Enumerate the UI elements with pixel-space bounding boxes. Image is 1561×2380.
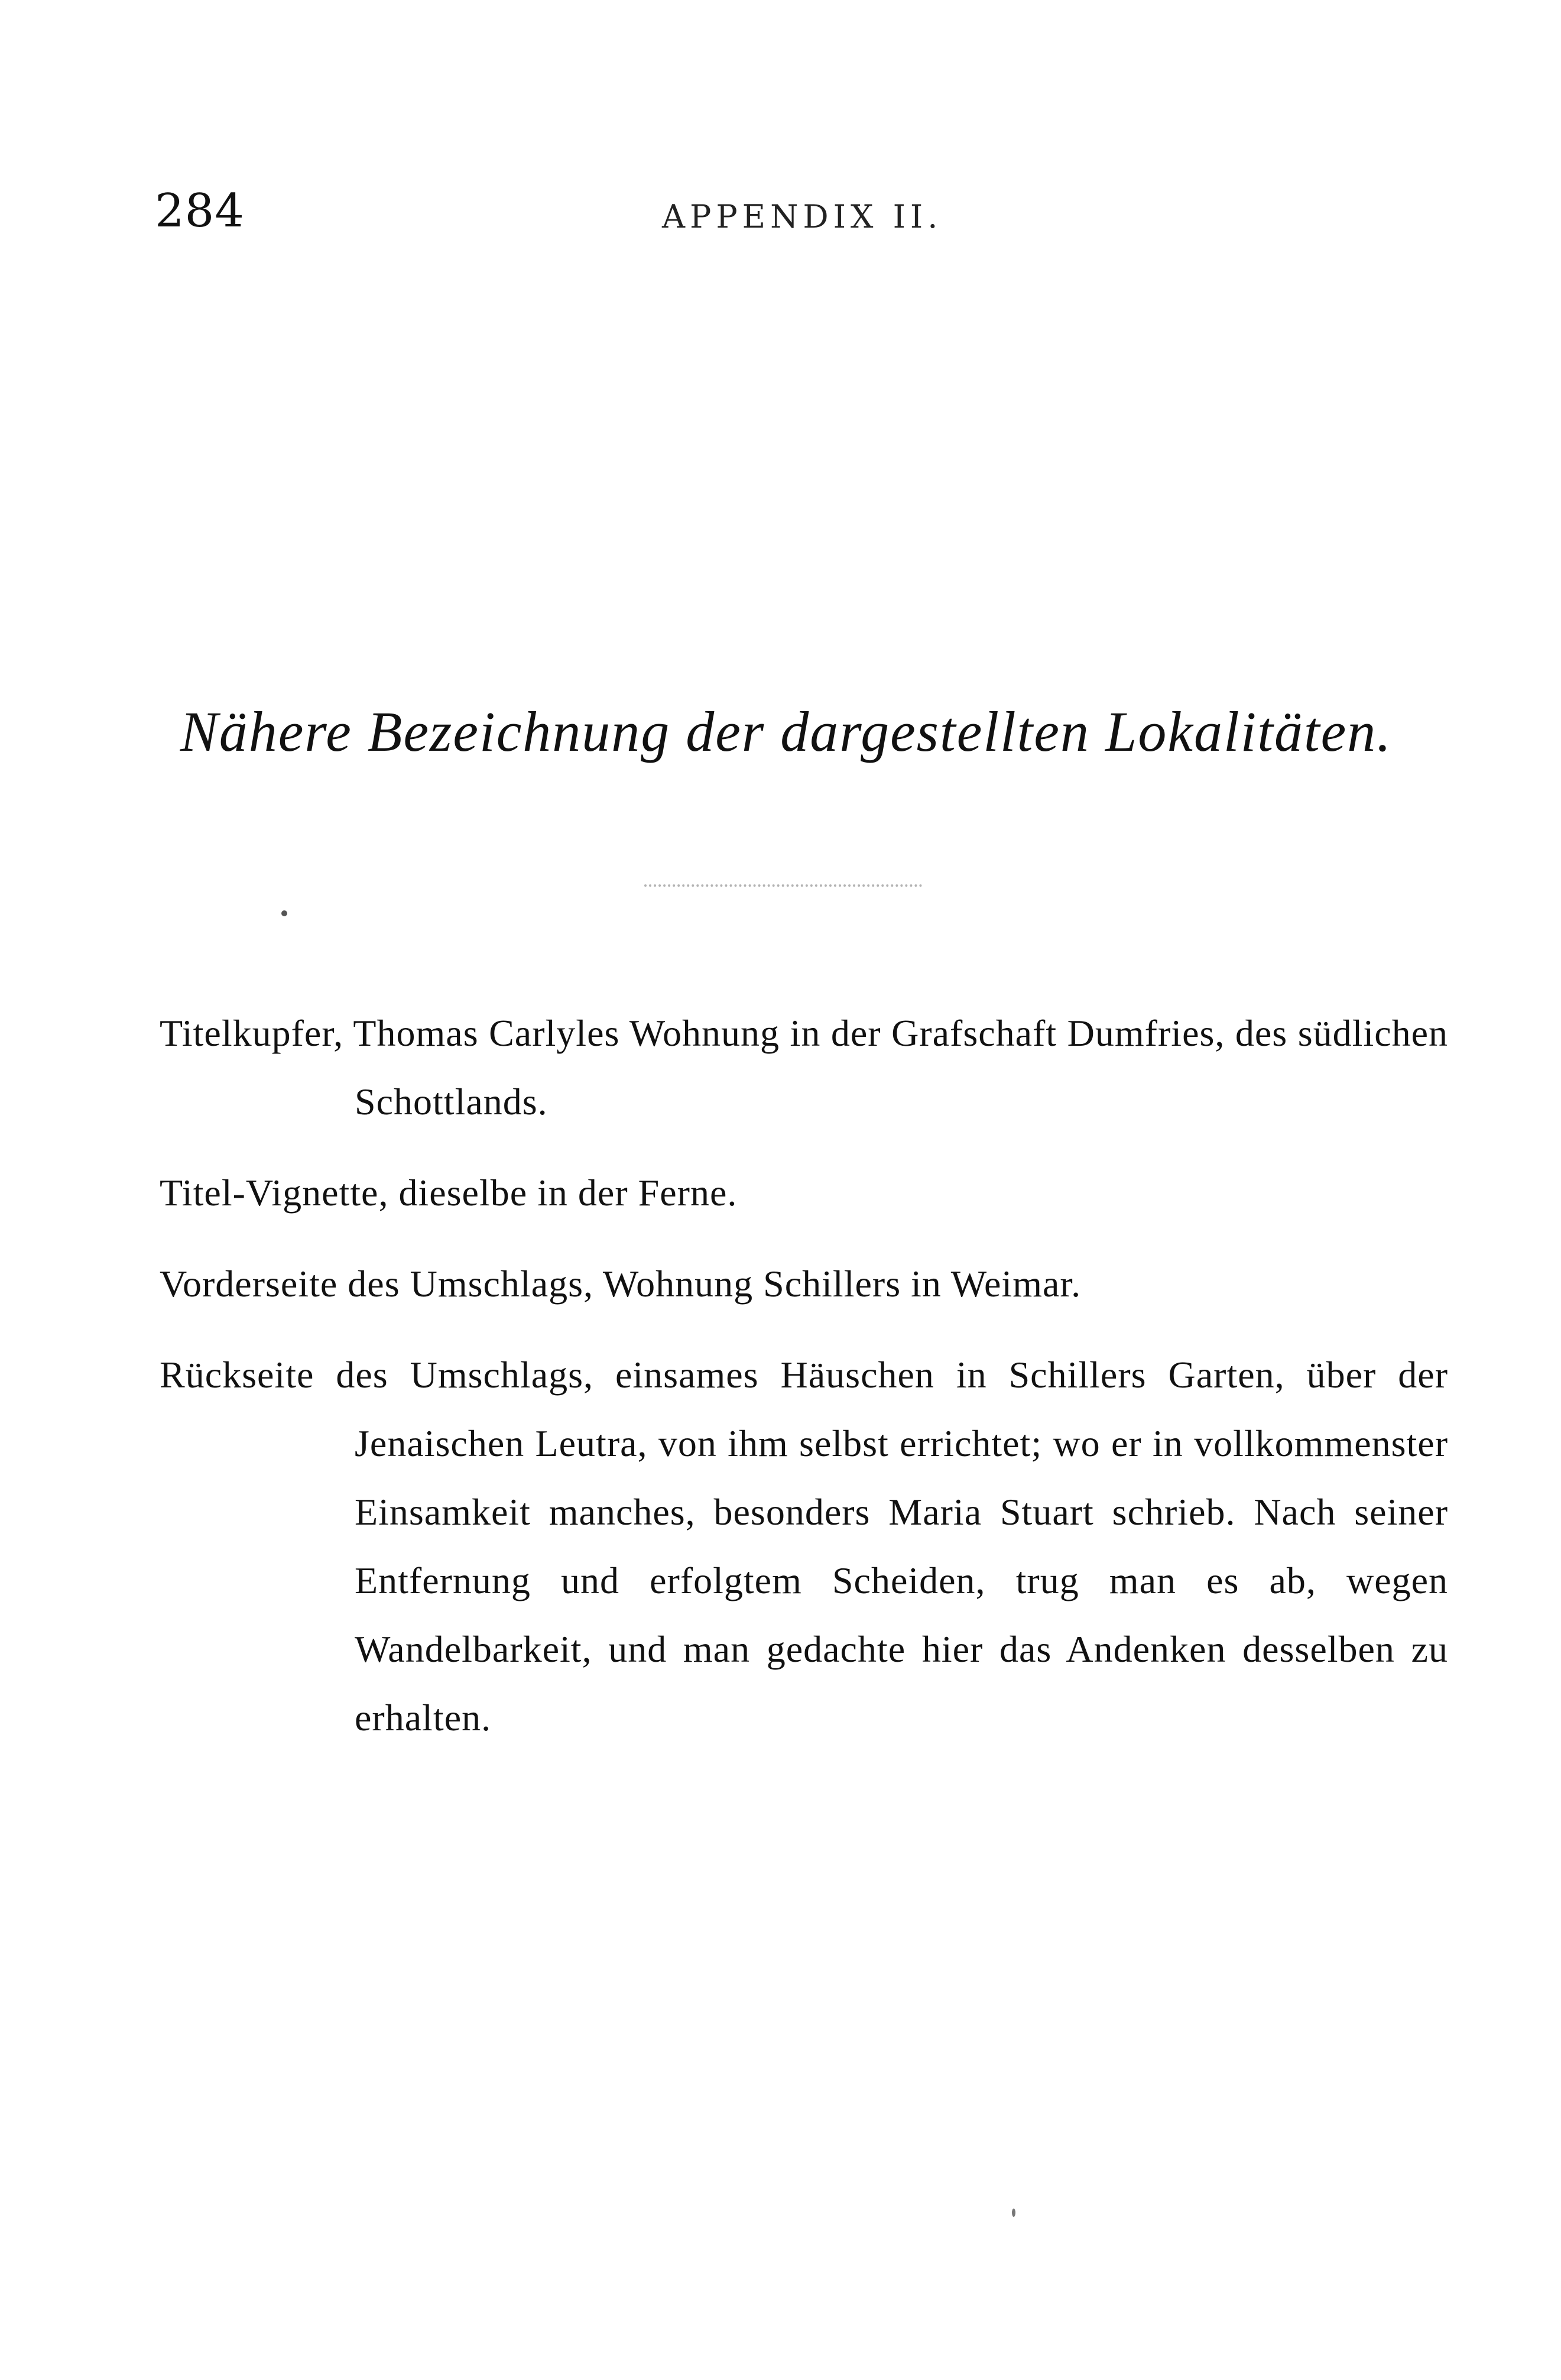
ink-speck xyxy=(281,910,287,916)
list-item: Vorderseite des Umschlags, Wohnung Schillers in Weimar. xyxy=(160,1263,1082,1305)
list-item: Rückseite des Umschlags, einsames Häuschen in Schillers Garten, über der Jenaischen Leutra, von ihm selbst errichtet; wo er in vollkommenster Einsamkeit manches, besonders Maria Stuart schrieb. Nach seiner Entfernung und erfolgtem Scheiden, trug man es ab, wegen Wandelbarkeit, und man gedachte hier das Andenken desselben zu erhalten. xyxy=(160,1354,1448,1739)
list-item: Titelkupfer, Thomas Carlyles Wohnung in der Grafschaft Dumfries, des südlichen Schottlands. xyxy=(160,1012,1448,1123)
page-number: 284 xyxy=(155,184,245,238)
ink-speck xyxy=(1012,2209,1015,2217)
ornament-divider xyxy=(644,884,922,887)
list-item: Titel-Vignette, dieselbe in der Ferne. xyxy=(160,1172,738,1214)
page-title: Nähere Bezeichnung der dargestellten Lokalitäten. xyxy=(180,700,1393,763)
running-head: APPENDIX II. xyxy=(662,198,943,235)
locality-list xyxy=(160,999,1448,1775)
